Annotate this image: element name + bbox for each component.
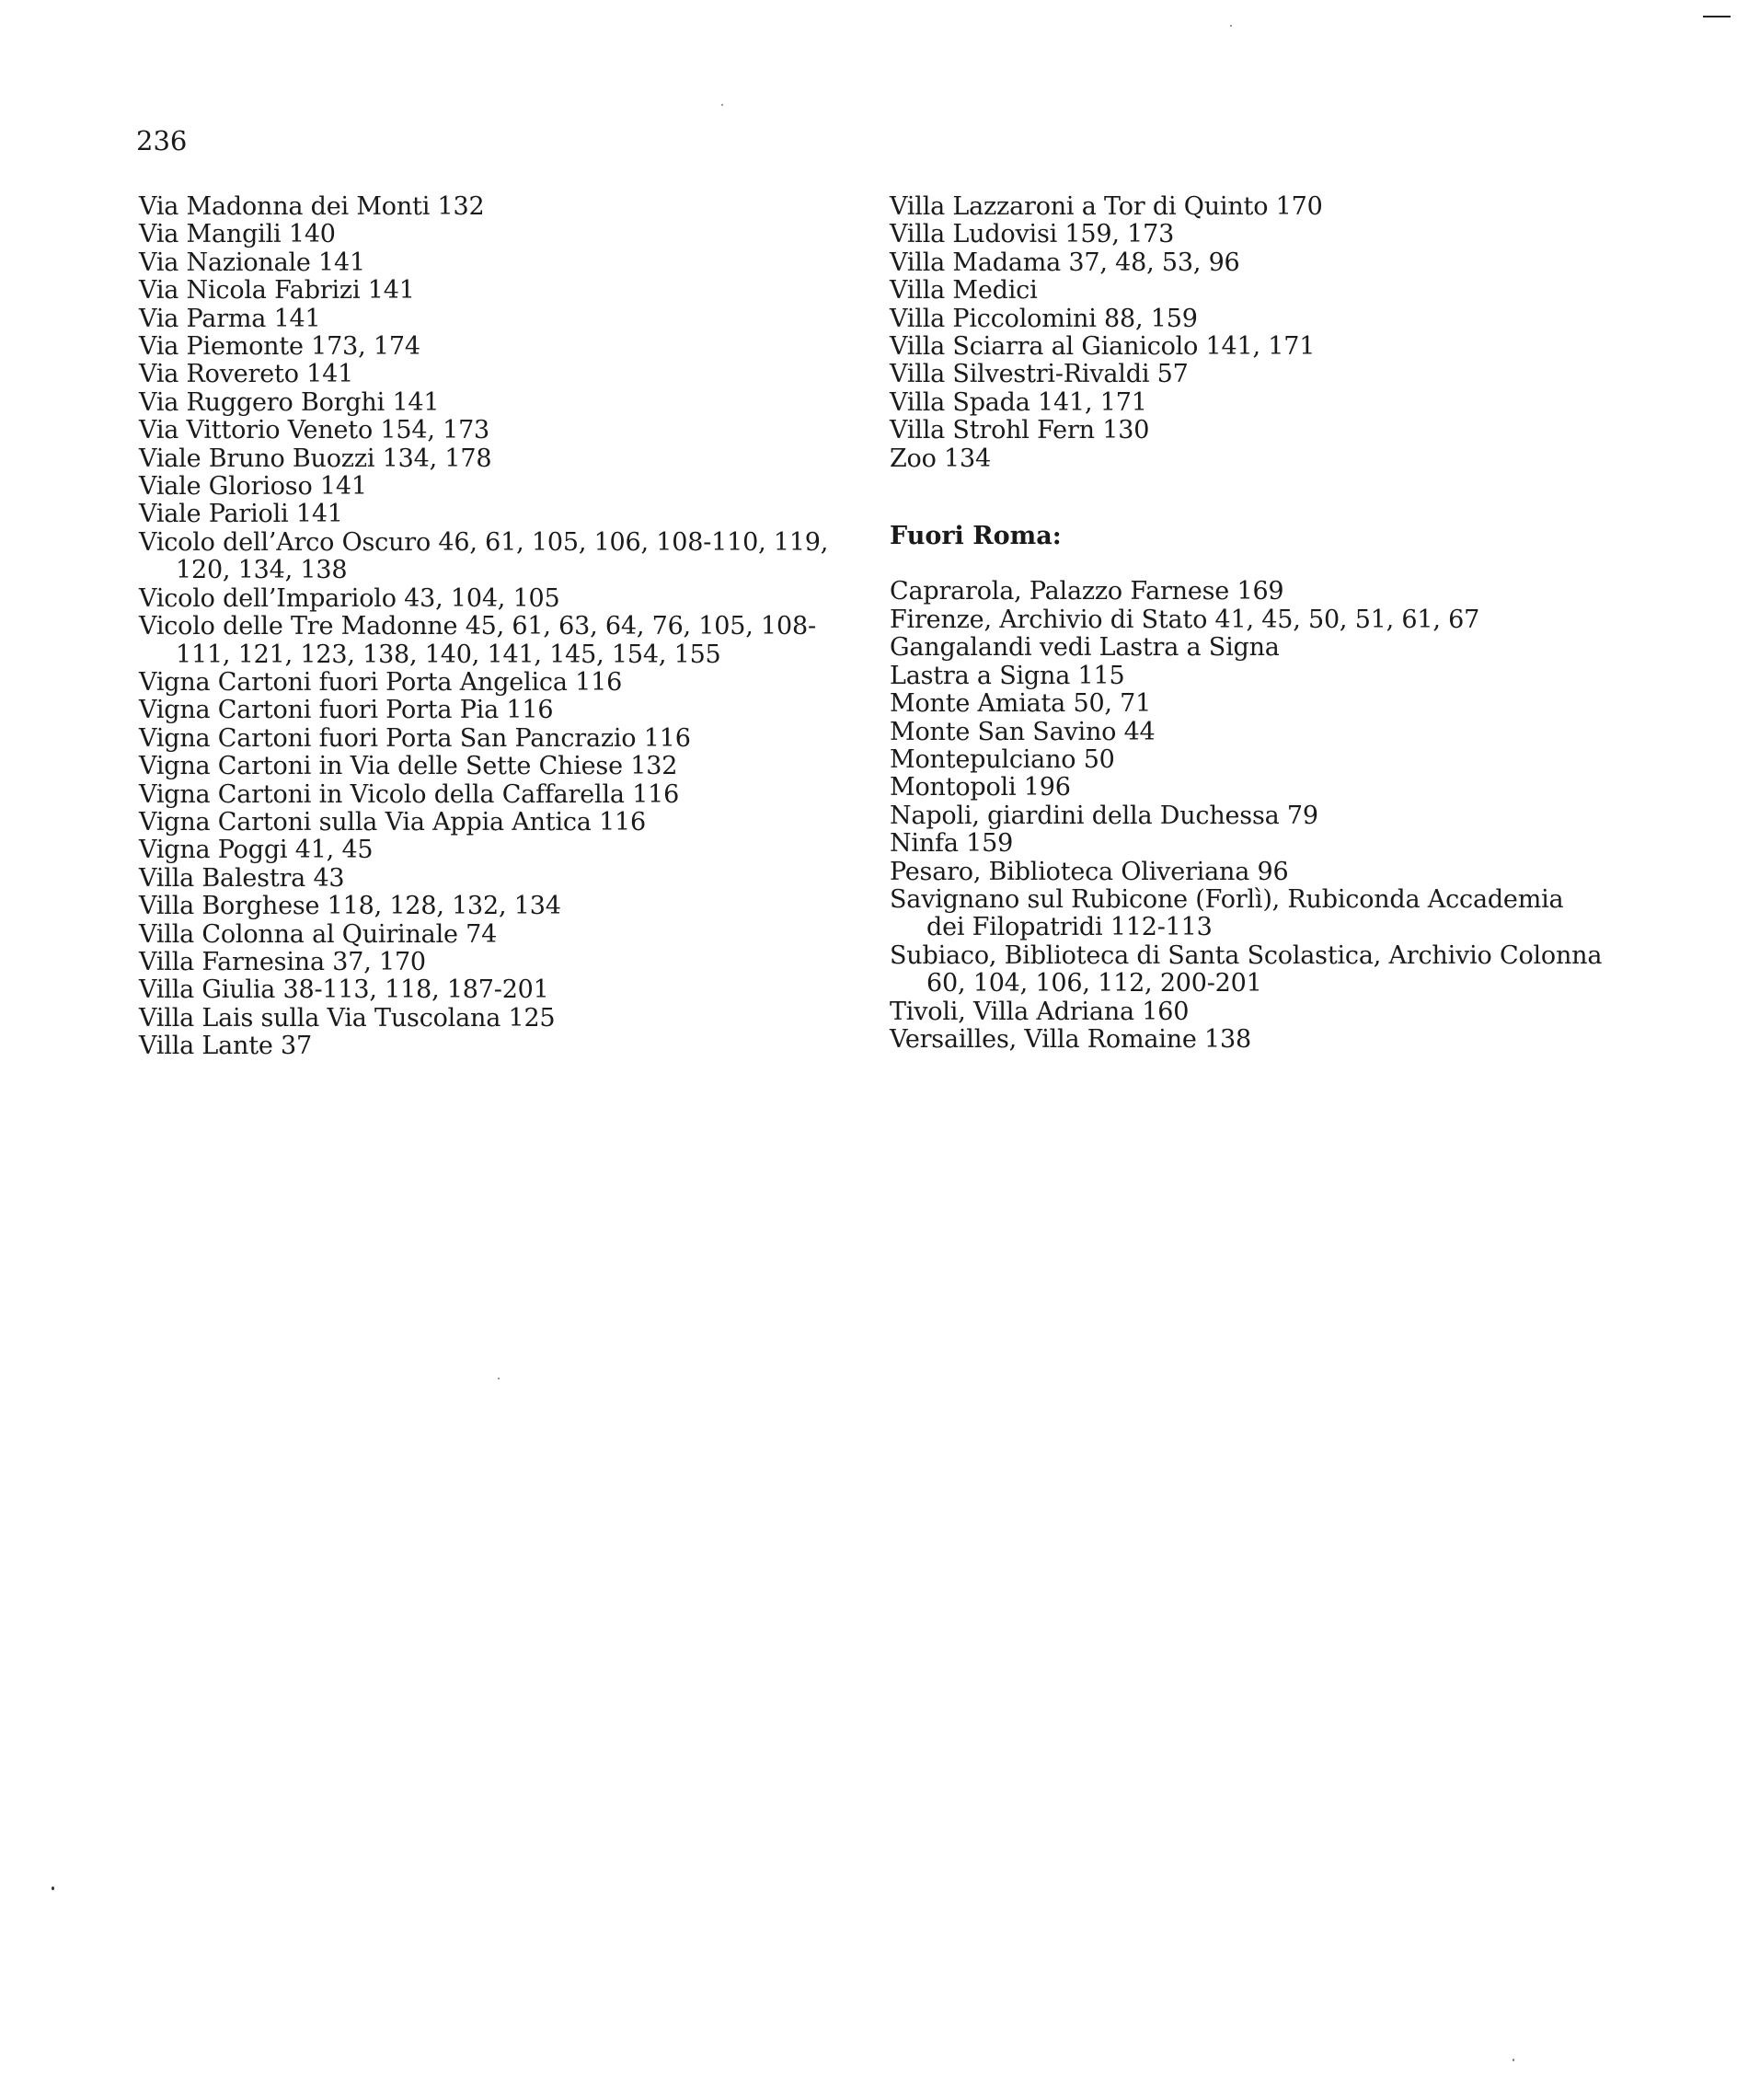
index-entry: Villa Giulia 38-113, 118, 187-201 — [139, 975, 549, 1005]
index-entry: Villa Lais sulla Via Tuscolana 125 — [139, 1003, 556, 1033]
index-entry: Via Nazionale 141 — [139, 248, 365, 277]
index-right-list — [890, 193, 1607, 473]
index-entry: Viale Glorioso 141 — [139, 472, 367, 502]
index-entry: Villa Lante 37 — [139, 1032, 312, 1061]
index-entry: Villa Strohl Fern 130 — [890, 416, 1150, 445]
index-entry: Vigna Cartoni fuori Porta Pia 116 — [139, 696, 554, 725]
index-entry: Via Madonna dei Monti 132 — [139, 192, 485, 221]
index-entry: Pesaro, Biblioteca Oliveriana 96 — [890, 857, 1289, 886]
index-entry: Villa Farnesina 37, 170 — [139, 947, 426, 976]
index-fuori-roma-list — [890, 578, 1607, 1054]
index-entry: Vigna Poggi 41, 45 — [139, 836, 374, 865]
index-entry: Villa Piccolomini 88, 159 — [890, 304, 1198, 333]
index-entry: Caprarola, Palazzo Farnese 169 — [890, 577, 1284, 606]
index-entry: Ninfa 159 — [890, 829, 1014, 859]
index-entry: Villa Borghese 118, 128, 132, 134 — [139, 892, 561, 921]
index-entry: Montopoli 196 — [890, 773, 1071, 802]
index-entry: Napoli, giardini della Duchessa 79 — [890, 801, 1318, 830]
index-entry: Lastra a Signa 115 — [890, 661, 1125, 690]
index-entry: Tivoli, Villa Adriana 160 — [890, 997, 1190, 1026]
scan-speck — [1230, 25, 1232, 27]
index-entry: Vigna Cartoni fuori Porta San Pancrazio 116 — [139, 723, 691, 753]
index-entry: Firenze, Archivio di Stato 41, 45, 50, 51, 61, 67 — [890, 605, 1480, 634]
index-entry: Vigna Cartoni in Via delle Sette Chiese 132 — [139, 752, 678, 781]
index-entry: Savignano sul Rubicone (Forlì), Rubiconda Accademia dei Filopatridi 112-113 — [890, 884, 1564, 942]
index-entry: Villa Colonna al Quirinale 74 — [139, 919, 498, 949]
index-entry: Subiaco, Biblioteca di Santa Scolastica, Archivio Colonna 60, 104, 106, 112, 200-201 — [890, 940, 1603, 998]
index-entry: Via Piemonte 173, 174 — [139, 332, 420, 362]
index-entry: Vigna Cartoni sulla Via Appia Antica 116 — [139, 807, 647, 837]
index-entry: Versailles, Villa Romaine 138 — [890, 1024, 1251, 1054]
scan-speck — [721, 104, 723, 106]
index-entry: Villa Spada 141, 171 — [890, 387, 1147, 417]
index-entry: Via Rovereto 141 — [139, 360, 354, 389]
index-entry: Monte Amiata 50, 71 — [890, 689, 1152, 719]
index-entry: Vicolo delle Tre Madonne 45, 61, 63, 64, 76, 105, 108-111, 121, 123, 138, 140, 141, 145, 154, 155 — [139, 612, 816, 669]
index-entry: Via Parma 141 — [139, 304, 321, 333]
index-entry: Villa Medici — [890, 276, 1038, 306]
index-entry: Vigna Cartoni in Vicolo della Caffarella 116 — [139, 779, 680, 809]
scan-speck — [52, 1887, 54, 1890]
index-entry: Via Ruggero Borghi 141 — [139, 387, 440, 417]
index-entry: Villa Lazzaroni a Tor di Quinto 170 — [890, 192, 1323, 221]
scan-mark — [1703, 16, 1731, 17]
index-entry: Villa Balestra 43 — [139, 863, 345, 893]
index-entry: Villa Ludovisi 159, 173 — [890, 220, 1175, 249]
index-entry: Viale Parioli 141 — [139, 500, 343, 529]
index-entry: Villa Silvestri-Rivaldi 57 — [890, 360, 1189, 389]
index-entry: Zoo 134 — [890, 444, 991, 473]
index-entry: Viale Bruno Buozzi 134, 178 — [139, 444, 492, 473]
index-entry: Villa Sciarra al Gianicolo 141, 171 — [890, 332, 1316, 362]
index-entry: Vicolo dell’Arco Oscuro 46, 61, 105, 106, 108-110, 119, 120, 134, 138 — [139, 527, 829, 585]
index-left-column — [139, 193, 857, 1061]
index-right-column — [890, 193, 1607, 1054]
index-entry: Vicolo dell’Impariolo 43, 104, 105 — [139, 583, 560, 613]
index-entry: Vigna Cartoni fuori Porta Angelica 116 — [139, 667, 623, 697]
scan-speck — [498, 1378, 500, 1379]
index-entry: Gangalandi vedi Lastra a Signa — [890, 633, 1280, 663]
section-heading-fuori-roma: Fuori Roma: — [890, 522, 1062, 551]
page-number: 236 — [136, 125, 188, 156]
scan-speck — [1513, 2059, 1514, 2061]
index-entry: Via Mangili 140 — [139, 220, 336, 249]
index-entry: Via Nicola Fabrizi 141 — [139, 276, 415, 306]
index-entry: Via Vittorio Veneto 154, 173 — [139, 416, 490, 445]
index-entry: Monte San Savino 44 — [890, 717, 1156, 746]
index-entry: Montepulciano 50 — [890, 744, 1115, 774]
index-entry: Villa Madama 37, 48, 53, 96 — [890, 248, 1240, 277]
